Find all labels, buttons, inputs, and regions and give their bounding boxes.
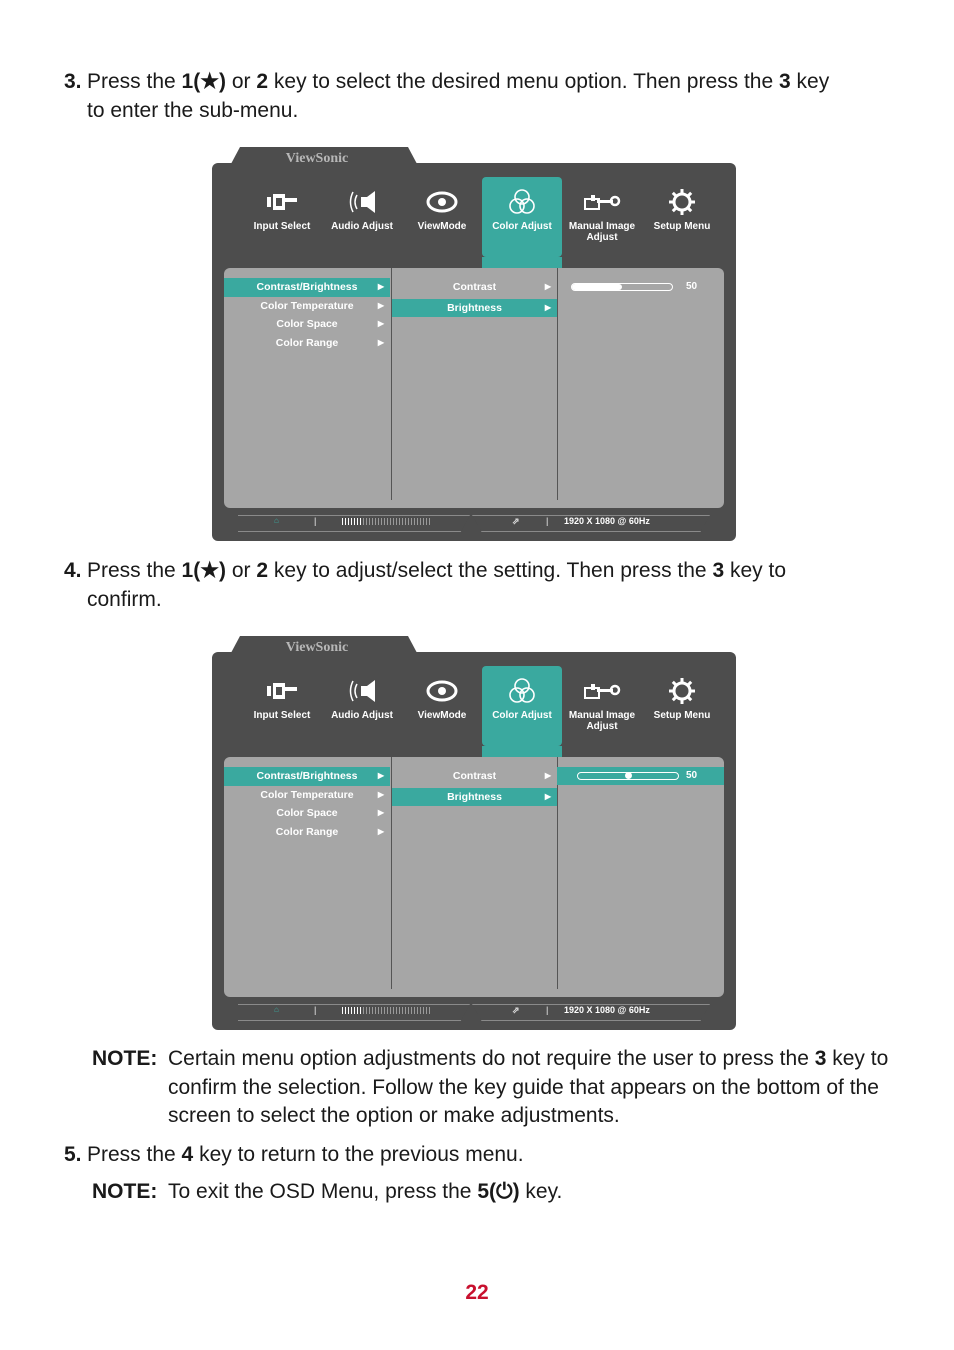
viewsonic-logo: ViewSonic — [285, 151, 349, 166]
arrow-right-icon: ▶ — [377, 337, 384, 347]
step-3: 3. Press the 1(★) or 2 key to select the desired menu option. Then press the 3 key to enter the sub-menu. — [64, 67, 884, 125]
slider-value: 50 — [686, 770, 698, 781]
input-icon — [265, 192, 299, 212]
slider-track — [577, 772, 679, 780]
osd-tab-bar — [242, 177, 722, 257]
arrow-right-icon: ▶ — [544, 791, 551, 801]
divider: | — [546, 1005, 549, 1015]
osd-tab-bar — [242, 666, 722, 746]
resolution-readout: 1920 X 1080 @ 60Hz — [564, 1005, 650, 1015]
divider: | — [314, 516, 317, 526]
tab-viewmode[interactable]: ViewMode — [402, 666, 482, 744]
signal-level-icon — [342, 518, 432, 525]
sub-menu-list — [391, 268, 558, 500]
menu-item-color-range[interactable]: Color Range ▶ — [224, 823, 390, 842]
contrast-slider[interactable] — [557, 767, 724, 785]
sub-item-brightness[interactable]: Brightness ▶ — [392, 299, 557, 318]
menu-item-color-space[interactable]: Color Space ▶ — [224, 804, 390, 823]
menu-item-contrast-brightness[interactable]: Contrast/Brightness ▶ — [224, 767, 390, 786]
key-guide-bar — [238, 1004, 710, 1019]
osd-menu-2 — [212, 640, 736, 1030]
slider-track — [571, 283, 673, 291]
eco-icon: ⌂ — [274, 1005, 279, 1014]
sub-item-brightness[interactable]: Brightness ▶ — [392, 788, 557, 807]
sub-item-contrast[interactable]: Contrast ▶ — [392, 767, 557, 786]
value-column — [557, 278, 724, 296]
tab-audio-adjust[interactable]: Audio Adjust — [322, 177, 402, 255]
color-circles-icon — [507, 677, 537, 705]
menu-item-contrast-brightness[interactable]: Contrast/Brightness ▶ — [224, 278, 390, 297]
eco-icon: ⌂ — [274, 516, 279, 525]
speaker-icon — [345, 189, 379, 215]
step-number: 5. — [64, 1143, 82, 1166]
eye-icon — [426, 191, 458, 213]
tab-input-select[interactable]: Input Select — [242, 666, 322, 744]
osd-panel — [224, 268, 724, 508]
arrow-right-icon: ▶ — [377, 826, 384, 836]
arrow-right-icon: ▶ — [377, 319, 384, 328]
osd-menu-1 — [212, 151, 736, 541]
gear-icon — [668, 677, 696, 705]
tab-manual-image-adjust[interactable]: Manual Image Adjust — [562, 177, 642, 255]
step-4: 4. Press the 1(★) or 2 key to adjust/select the setting. Then press the 3 key to confirm. — [64, 556, 884, 614]
tab-audio-adjust[interactable]: Audio Adjust — [322, 666, 402, 744]
signal-level-icon — [342, 1007, 432, 1014]
page-number: 22 — [465, 1281, 489, 1304]
note-confirm: NOTE: Certain menu option adjustments do not require the user to press the 3 key to confirm the selection. Follow the key guide that appears on the bottom of the screen to select the option or make adjustments. — [92, 1047, 889, 1127]
sub-menu-list — [391, 757, 558, 989]
input-icon — [265, 681, 299, 701]
contrast-slider[interactable] — [557, 278, 724, 296]
link-icon: ⇗ — [512, 1005, 520, 1015]
tab-manual-image-adjust[interactable]: Manual Image Adjust — [562, 666, 642, 744]
slider-value: 50 — [686, 281, 698, 292]
arrow-right-icon: ▶ — [544, 771, 551, 780]
speaker-icon — [345, 678, 379, 704]
tab-color-adjust[interactable]: Color Adjust — [482, 177, 562, 257]
note-exit: NOTE: To exit the OSD Menu, press the 5(⏻) key. — [92, 1180, 563, 1203]
link-icon: ⇗ — [512, 516, 520, 526]
slider-knob[interactable] — [625, 772, 632, 779]
osd-panel — [224, 757, 724, 997]
arrow-right-icon: ▶ — [377, 808, 384, 817]
arrow-right-icon: ▶ — [377, 300, 384, 310]
resolution-readout: 1920 X 1080 @ 60Hz — [564, 516, 650, 526]
color-circles-icon — [507, 188, 537, 216]
menu-list — [224, 278, 390, 352]
divider: | — [546, 516, 549, 526]
tools-icon — [583, 191, 621, 213]
step-number: 4. — [64, 559, 82, 582]
value-column — [557, 767, 724, 785]
tab-input-select[interactable]: Input Select — [242, 177, 322, 255]
viewsonic-logo: ViewSonic — [285, 640, 349, 655]
tab-viewmode[interactable]: ViewMode — [402, 177, 482, 255]
menu-item-color-temperature[interactable]: Color Temperature ▶ — [224, 786, 390, 805]
menu-item-color-range[interactable]: Color Range ▶ — [224, 334, 390, 353]
key-guide-bar — [238, 515, 710, 530]
gear-icon — [668, 188, 696, 216]
tab-setup-menu[interactable]: Setup Menu — [642, 177, 722, 255]
tab-setup-menu[interactable]: Setup Menu — [642, 666, 722, 744]
sub-item-contrast[interactable]: Contrast ▶ — [392, 278, 557, 297]
menu-list — [224, 767, 390, 841]
menu-item-color-space[interactable]: Color Space ▶ — [224, 315, 390, 334]
arrow-right-icon: ▶ — [544, 282, 551, 291]
tab-color-adjust[interactable]: Color Adjust — [482, 666, 562, 746]
arrow-right-icon: ▶ — [544, 302, 551, 312]
arrow-right-icon: ▶ — [377, 789, 384, 799]
step-number: 3. — [64, 70, 82, 93]
step-5: 5. Press the 4 key to return to the previous menu. — [64, 1140, 884, 1169]
arrow-right-icon: ▶ — [377, 282, 384, 291]
eye-icon — [426, 680, 458, 702]
tools-icon — [583, 680, 621, 702]
divider: | — [314, 1005, 317, 1015]
menu-item-color-temperature[interactable]: Color Temperature ▶ — [224, 297, 390, 316]
slider-fill — [572, 284, 622, 290]
arrow-right-icon: ▶ — [377, 771, 384, 780]
